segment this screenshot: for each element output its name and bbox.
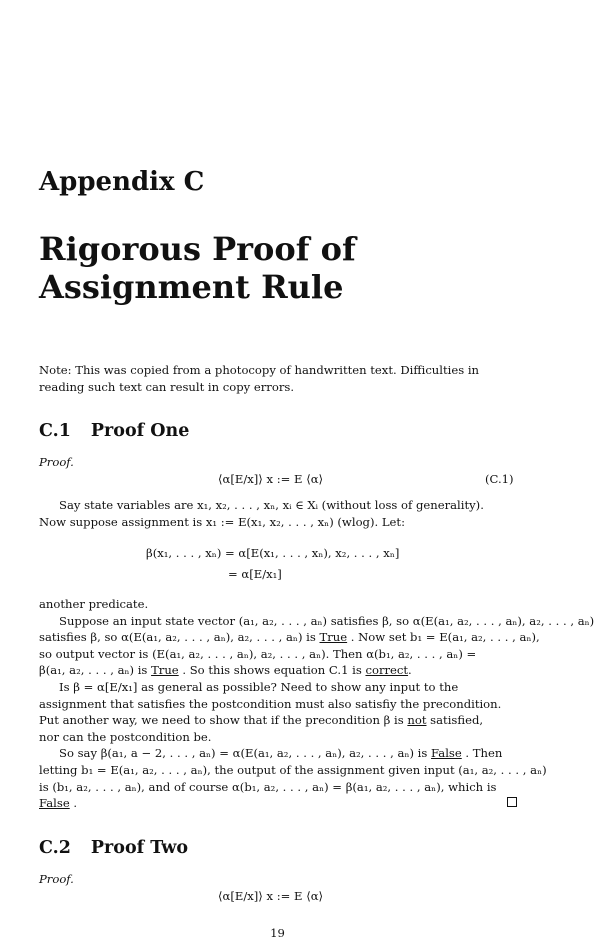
- underlined-correct: correct: [365, 663, 409, 678]
- equation-number: (C.1): [485, 472, 514, 486]
- text-line: letting b₁ = E(a₁, a₂, . . . , aₙ), the output of the assignment given input (a₁, a₂, . . . , aₙ): [39, 762, 547, 777]
- underlined-true: True: [151, 663, 179, 678]
- section-heading-c1: [39, 421, 189, 441]
- chapter-title: [39, 230, 559, 306]
- text-line: Now suppose assignment is x₁ := E(x₁, x₂, . . . , xₙ) (wlog). Let:: [39, 514, 405, 529]
- page-number: 19: [270, 926, 285, 940]
- section-number: C.1: [39, 421, 71, 441]
- text-line: another predicate.: [39, 597, 149, 611]
- note-paragraph: [39, 362, 479, 395]
- text-line: is (b₁, a₂, . . . , aₙ), and of course α(b₁, a₂, . . . , aₙ) = β(a₁, a₂, . . . , aₙ), which is: [39, 779, 497, 794]
- section-title: Proof One: [90, 421, 190, 441]
- equation-c1: ⟨α[E/x]⟩ x := E ⟨α⟩: [218, 472, 324, 486]
- underlined-not: not: [407, 713, 427, 728]
- section-number: C.2: [39, 838, 71, 858]
- text-line: Say state variables are x₁, x₂, . . . , xₙ, xᵢ ∈ Xᵢ (without loss of generality).: [59, 498, 484, 512]
- section-heading-c2: [39, 838, 188, 858]
- equation-proof-two: ⟨α[E/x]⟩ x := E ⟨α⟩: [218, 889, 324, 903]
- text-line: Is β = α[E/x₁] as general as possible? Need to show any input to the: [59, 679, 459, 694]
- display-equation-beta-cont: = α[E/x₁]: [228, 567, 282, 581]
- text-line: satisfies β, so α(E(a₁, a₂, . . . , aₙ), a₂, . . . , aₙ) is True . Now set b₁ = E(a₁, a₂, . . . , aₙ),: [39, 630, 540, 645]
- chapter-title-line1: Rigorous Proof of: [39, 230, 356, 268]
- underlined-false: False: [39, 796, 70, 811]
- qed-box-icon: [507, 797, 517, 807]
- text-line: Put another way, we need to show that if the precondition β is not satisfied,: [39, 713, 484, 728]
- proof-label: Proof.: [39, 872, 74, 886]
- text-line: nor can the postcondition be.: [39, 729, 212, 744]
- text-line: assignment that satisfies the postcondition must also satisfiy the precondition.: [39, 696, 502, 711]
- text-line: So say β(a₁, a − 2, . . . , aₙ) = α(E(a₁, a₂, . . . , aₙ), a₂, . . . , aₙ) is False . Then: [59, 746, 503, 761]
- paragraph-proof-body: [39, 596, 594, 812]
- note-line: Note: This was copied from a photocopy of handwritten text. Difficulties in: [39, 363, 480, 377]
- text-line: Suppose an input state vector (a₁, a₂, . . . , aₙ) satisfies β, so α(E(a₁, a₂, . . . , aₙ), a₂, . . . , aₙ): [59, 613, 595, 628]
- appendix-label: Appendix C: [39, 167, 205, 197]
- section-title: Proof Two: [90, 838, 189, 858]
- text-line: so output vector is (E(a₁, a₂, . . . , aₙ), a₂, . . . , aₙ). Then α(b₁, a₂, . . . , aₙ) =: [39, 646, 477, 661]
- chapter-title-line2: Assignment Rule: [39, 268, 344, 306]
- proof-label: Proof.: [39, 455, 74, 469]
- text-line: False .: [39, 796, 78, 811]
- underlined-false: False: [431, 746, 462, 761]
- underlined-true: True: [319, 630, 348, 645]
- note-line: reading such text can result in copy errors.: [39, 379, 295, 394]
- paragraph-state-variables: [39, 497, 484, 530]
- text-line: β(a₁, a₂, . . . , aₙ) is True . So this shows equation C.1 is correct.: [39, 663, 412, 678]
- display-equation-beta: β(x₁, . . . , xₙ) = α[E(x₁, . . . , xₙ), x₂, . . . , xₙ]: [146, 546, 400, 560]
